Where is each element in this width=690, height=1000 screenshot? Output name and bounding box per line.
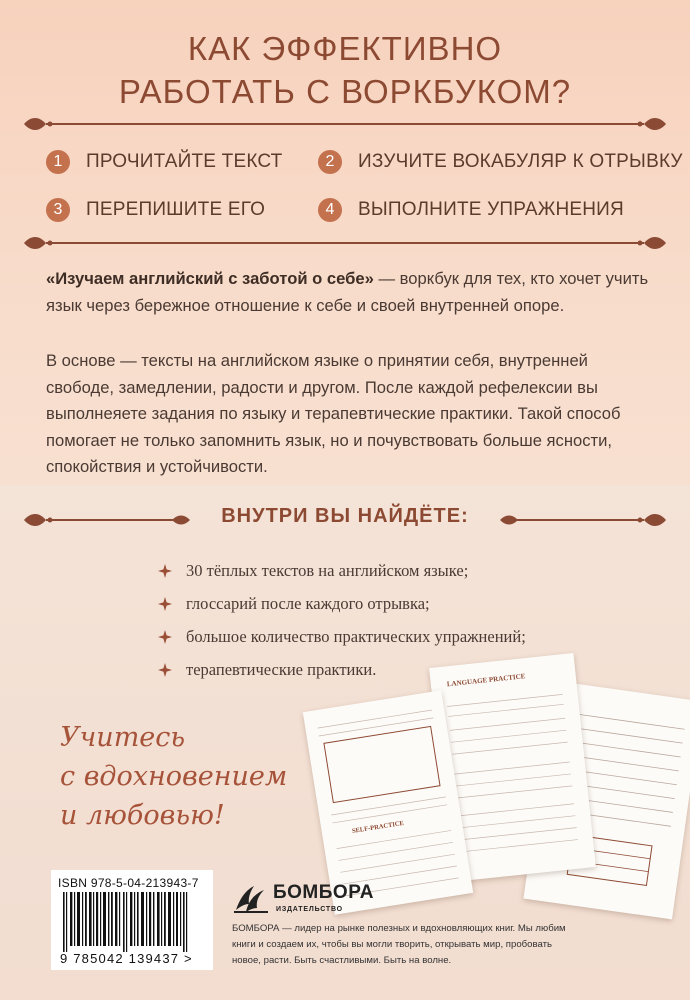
isbn-text: ISBN 978-5-04-213943-7: [58, 876, 199, 890]
list-item: [158, 588, 638, 619]
list-item-text: 30 тёплых текстов на английском языке;: [186, 560, 469, 580]
slogan: [60, 718, 287, 835]
barcode-digits: 9 785042 139437 >: [60, 951, 193, 966]
slogan-line-2: с вдохновением: [60, 761, 288, 792]
title-line-1: КАК ЭФФЕКТИВНО: [187, 30, 503, 67]
step-2: [318, 150, 683, 174]
list-item: [158, 621, 638, 652]
list-item-text: большое количество практических упражнений;: [186, 626, 526, 646]
intro-text: — воркбук для тех, кто хочет учить язык через бережное отношение к себе и своей внутренней опоре.: [46, 269, 649, 315]
slogan-line-3: и любовью!: [60, 800, 225, 831]
step-number: 3: [46, 198, 70, 222]
slogan-line-1: Учитесь: [60, 722, 186, 753]
step-label: ПЕРЕПИШИТЕ ЕГО: [86, 199, 266, 220]
ornament-divider: [24, 232, 666, 254]
star-icon: [158, 597, 172, 611]
step-3: [46, 198, 265, 222]
list-item: [158, 555, 638, 586]
step-label: ПРОЧИТАЙТЕ ТЕКСТ: [86, 151, 283, 172]
publisher-logo-icon: [232, 880, 272, 914]
publisher-name: БОМБОРА: [273, 882, 374, 903]
self-practice-heading: SELF-PRACTICE: [351, 819, 405, 835]
publisher-description: БОМБОРА — лидер на рынке полезных и вдохновляющих книг. Мы любим книги и создаем их, чтобы вы могли творить, открывать мир, пробовать новое, расти. Быть счастливыми. Быть на волне.: [232, 923, 566, 966]
step-number: 1: [46, 150, 70, 174]
basis-paragraph: В основе — тексты на английском языке о принятии себя, внутренней свободе, замедлении, радости и другом. После каждой рефелексии вы выполнеяете задания по языку и терапевтические практики. Такой способ помогает не только запомнить язык, но и почувствовать больше ясности, спокойствия и устойчивости.: [46, 351, 621, 476]
list-item-text: глоссарий после каждого отрывка;: [186, 593, 430, 613]
page-title: [0, 27, 690, 113]
inside-heading: ВНУТРИ ВЫ НАЙДЁТЕ:: [221, 505, 469, 527]
language-practice-heading: LANGUAGE PRACTICE: [446, 672, 526, 689]
star-icon: [158, 630, 172, 644]
title-line-2: РАБОТАТЬ С ВОРКБУКОМ?: [118, 73, 572, 110]
step-label: ИЗУЧИТЕ ВОКАБУЛЯР К ОТРЫВКУ: [358, 151, 683, 172]
step-number: 4: [318, 198, 342, 222]
step-4: [318, 198, 624, 222]
book-title: «Изучаем английский с заботой о себе»: [46, 269, 374, 288]
list-item-text: терапевтические практики.: [186, 659, 377, 679]
step-number: 2: [318, 150, 342, 174]
star-icon: [158, 564, 172, 578]
ornament-divider: [24, 113, 666, 135]
step-1: [46, 150, 282, 174]
step-label: ВЫПОЛНИТЕ УПРАЖНЕНИЯ: [358, 199, 624, 220]
star-icon: [158, 663, 172, 677]
publisher-subtitle: ИЗДАТЕЛЬСТВО: [276, 906, 343, 913]
intro-paragraph: [46, 266, 656, 319]
